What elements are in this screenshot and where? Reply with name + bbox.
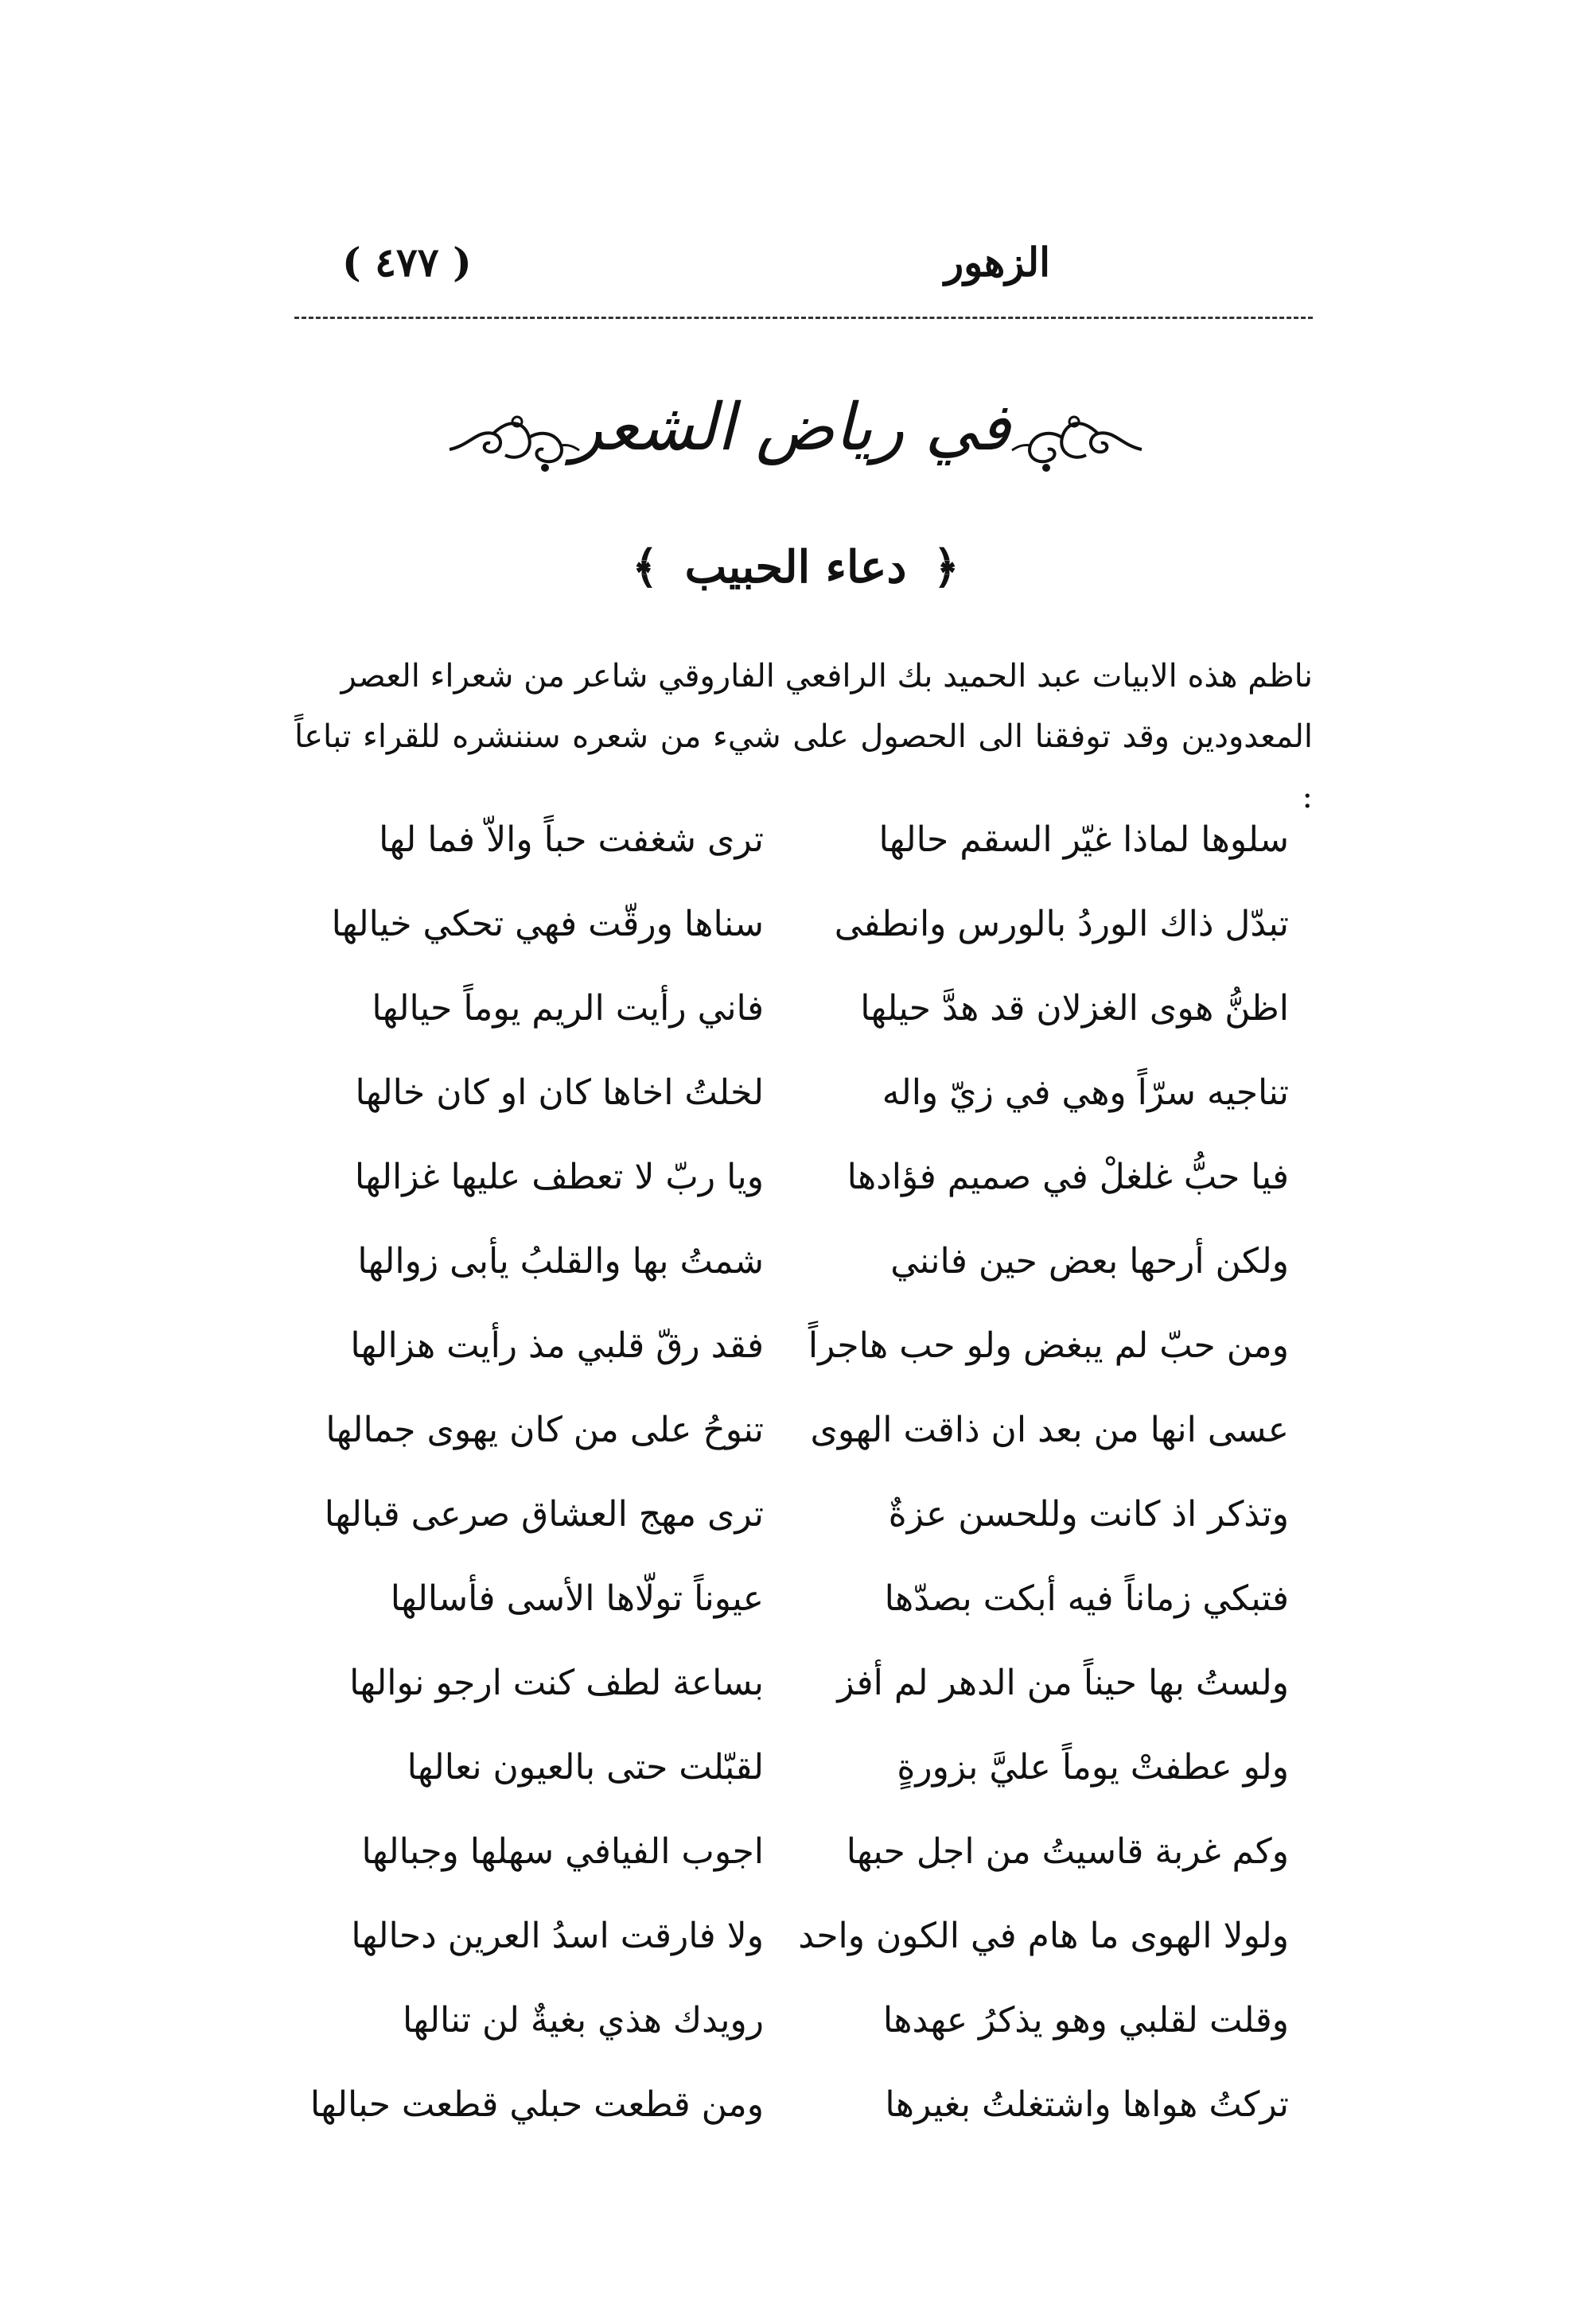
section-heading [446, 382, 1146, 485]
verse-first-hemistich: عسى انها من بعد ان ذاقت الهوى [810, 1410, 1289, 1450]
poem-title [557, 541, 1034, 605]
page-number: ( ٤٧٧ ) [342, 239, 472, 286]
verse-second-hemistich: اجوب الفيافي سهلها وجبالها [361, 1831, 764, 1872]
verse-first-hemistich: وتذكر اذ كانت وللحسن عزةٌ [888, 1494, 1289, 1535]
verse-first-hemistich: فيا حبُّ غلغلْ في صميم فؤادها [847, 1157, 1289, 1197]
verse-second-hemistich: لقبّلت حتى بالعيون نعالها [407, 1747, 764, 1788]
verse-second-hemistich: ويا ربّ لا تعطف عليها غزالها [354, 1157, 764, 1197]
verse-second-hemistich: ترى شغفت حباً والاّ فما لها [379, 819, 764, 860]
verse-first-hemistich: ولو عطفتْ يوماً عليَّ بزورةٍ [897, 1747, 1289, 1788]
verse [318, 1233, 1289, 1317]
poem-title-text: دعاء الحبيب [684, 541, 907, 593]
verse [318, 1992, 1289, 2076]
floral-ornament-right-icon [1010, 406, 1146, 477]
verse-first-hemistich: تناجيه سرّاً وهي في زيّ واله [882, 1072, 1289, 1113]
verse-second-hemistich: رويدك هذي بغيةٌ لن تنالها [402, 2000, 764, 2041]
header-divider [294, 317, 1313, 319]
verse [309, 2076, 1289, 2161]
verse [318, 1402, 1289, 1486]
verse-first-hemistich: فتبكي زماناً فيه أبكت بصدّها [884, 1578, 1289, 1619]
verse-second-hemistich: عيوناً تولّاها الأسى فأسالها [390, 1578, 764, 1619]
intro-line: ناظم هذه الابيات عبد الحميد بك الرافعي الفاروقي شاعر من شعراء العصر [341, 658, 1313, 694]
journal-name: الزهور [944, 239, 1050, 286]
verse [318, 1064, 1289, 1149]
verse [318, 1908, 1289, 1992]
verse [318, 811, 1289, 896]
verse-second-hemistich: لخلتُ اخاها كان او كان خالها [355, 1072, 764, 1113]
verse-second-hemistich: بساعة لطف كنت ارجو نوالها [349, 1663, 764, 1703]
verse [318, 1570, 1289, 1655]
verse [318, 896, 1289, 980]
poem-title-close-bracket: ﴾ [632, 541, 659, 593]
verse [318, 980, 1289, 1064]
verse [318, 1655, 1289, 1739]
poem-title-open-bracket: ﴿ [932, 541, 960, 593]
verse-second-hemistich: ومن قطعت حبلي قطعت حبالها [309, 2084, 764, 2125]
verse-second-hemistich: سناها ورقّت فهي تحكي خيالها [331, 904, 764, 944]
floral-ornament-left-icon [446, 406, 581, 477]
running-header [294, 239, 1313, 302]
verse-first-hemistich: تركتُ هواها واشتغلتُ بغيرها [885, 2084, 1289, 2125]
intro-paragraph [294, 646, 1313, 827]
verse-first-hemistich: تبدّل ذاك الوردُ بالورس وانطفى [834, 904, 1289, 944]
verse [318, 1739, 1289, 1823]
verse-first-hemistich: ولستُ بها حيناً من الدهر لم أفز [837, 1663, 1289, 1703]
verse-second-hemistich: شمتُ بها والقلبُ يأبى زوالها [357, 1241, 764, 1282]
verse-second-hemistich: فقد رقّ قلبي مذ رأيت هزالها [350, 1325, 764, 1366]
verse-second-hemistich: ولا فارقت اسدُ العرين دحالها [351, 1916, 764, 1956]
section-title: في رياض الشعر [571, 390, 1010, 465]
verse-second-hemistich: ترى مهج العشاق صرعى قبالها [324, 1494, 764, 1535]
verse [318, 1317, 1289, 1402]
poem-body [309, 811, 1289, 2161]
verse [318, 1823, 1289, 1908]
verse-first-hemistich: وكم غربة قاسيتُ من اجل حبها [846, 1831, 1289, 1872]
verse-first-hemistich: ولولا الهوى ما هام في الكون واحد [798, 1916, 1289, 1956]
verse-first-hemistich: ومن حبّ لم يبغض ولو حب هاجراً [808, 1325, 1289, 1366]
verse-second-hemistich: فاني رأيت الريم يوماً حيالها [372, 988, 764, 1029]
verse-first-hemistich: ولكن أرحها بعض حين فانني [890, 1241, 1289, 1282]
verse-first-hemistich: سلوها لماذا غيّر السقم حالها [878, 819, 1289, 860]
verse-first-hemistich: وقلت لقلبي وهو يذكرُ عهدها [882, 2000, 1289, 2041]
intro-line: المعدودين وقد توفقنا الى الحصول على شيء من شعره سننشره للقراء تباعاً : [294, 718, 1313, 815]
verse [318, 1149, 1289, 1233]
verse-second-hemistich: تنوحُ على من كان يهوى جمالها [325, 1410, 764, 1450]
verse [318, 1486, 1289, 1570]
verse-first-hemistich: اظنُّ هوى الغزلان قد هدَّ حيلها [860, 988, 1289, 1029]
